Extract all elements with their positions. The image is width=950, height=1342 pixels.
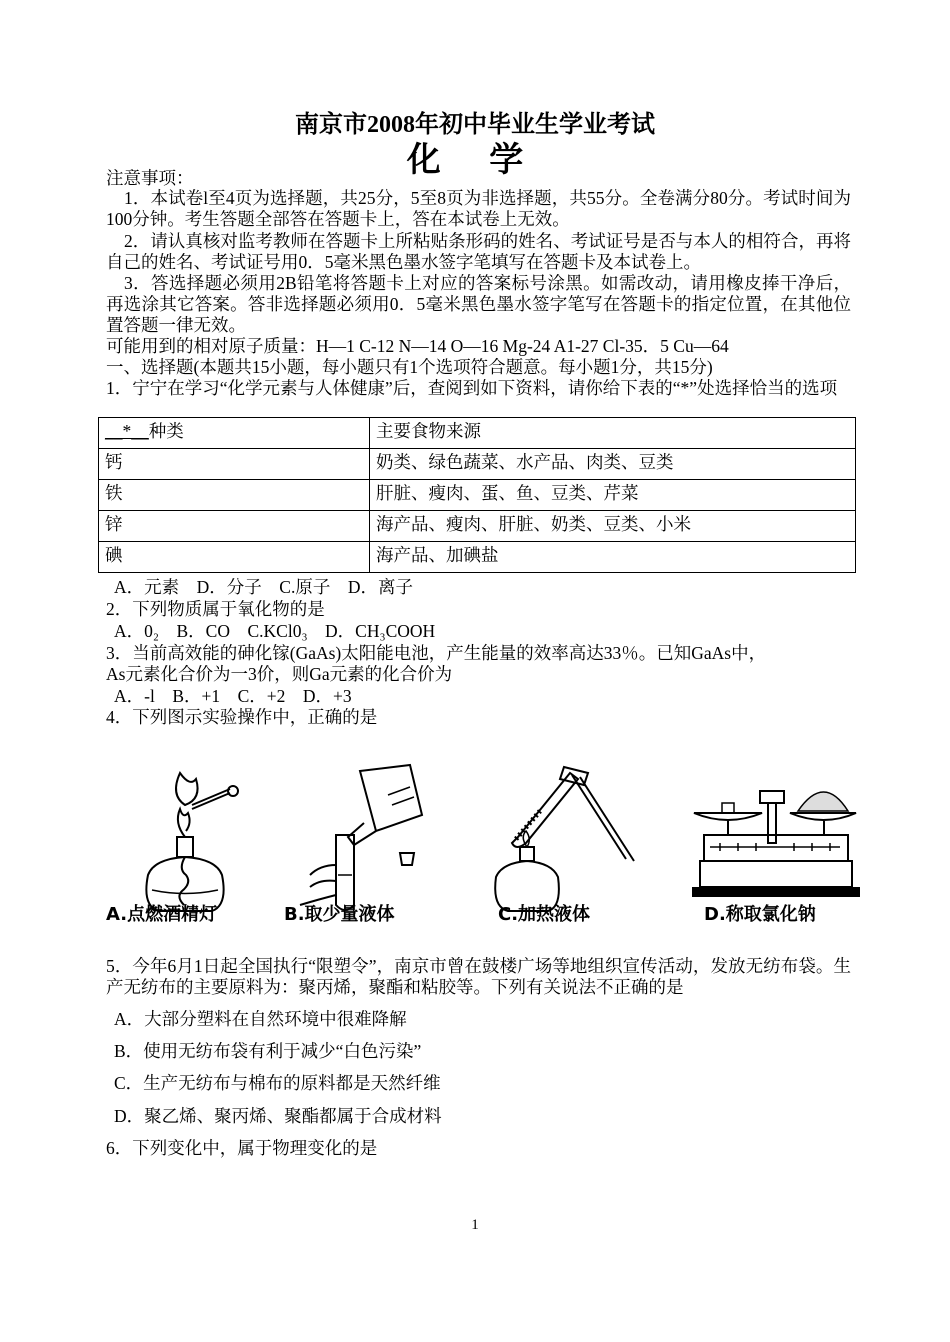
table-cell-kind: 锌	[99, 511, 370, 542]
notice-item-3: 3．答选择题必须用2B铅笔将答题卡上对应的答案标号涂黑。如需改动，请用橡皮捧干净后，再选涂其它答案。答非选择题必须用0．5毫米黑色墨水签字笔写在答题卡的指定位置，在其他位置答题一律无效。	[106, 273, 851, 335]
figure-c-caption: C.加热液体	[498, 904, 591, 925]
table-header-kind	[99, 418, 370, 449]
table-row	[99, 542, 856, 573]
table-cell-source: 奶类、绿色蔬菜、水产品、肉类、豆类	[370, 449, 856, 480]
table-cell-source: 海产品、加碘盐	[370, 542, 856, 573]
table-cell-kind: 钙	[99, 449, 370, 480]
question-5-option-a: A．大部分塑料在自然环境中很难降解	[114, 1009, 407, 1029]
question-5-option-d: D．聚乙烯、聚丙烯、聚酯都属于合成材料	[114, 1106, 442, 1126]
question-5-option-b: B．使用无纺布袋有利于减少“白色污染”	[114, 1041, 422, 1061]
atomic-masses: 可能用到的相对原子质量：H—1 C-12 N—14 O—16 Mg-24 A1-27 Cl-35．5 Cu—64	[106, 336, 729, 356]
question-3-options: A．-l B．+1 C．+2 D．+3	[114, 686, 352, 706]
notice-item-1: 1．本试卷l至4页为选择题，共25分，5至8页为非选择题，共55分。全卷满分80分。考试时间为100分钟。考生答题全部答在答题卡上，答在本试卷上无效。	[106, 188, 851, 229]
question-5-stem: 5．今年6月1日起全国执行“限塑令”，南京市曾在鼓楼广场等地组织宣传活动，发放无纺布袋。生产无纺布的主要原料为：聚丙烯，聚酯和粘胶等。下列有关说法不正确的是	[106, 956, 851, 997]
figure-d-caption: D.称取氯化钠	[704, 904, 816, 925]
header-kind-label: 种类	[148, 421, 184, 441]
question-4-stem: 4．下列图示实验操作中，正确的是	[106, 707, 378, 727]
question-3-stem-line1: 3．当前高效能的砷化镓(GaAs)太阳能电池，产生能量的效率高达33％。已知GaAs中，	[106, 643, 767, 663]
exam-title: 南京市2008年初中毕业生学业考试	[295, 112, 655, 138]
table-cell-kind: 铁	[99, 480, 370, 511]
section-heading: 一、选择题(本题共15小题，每小题只有1个选项符合题意。每小题1分，共15分)	[106, 357, 713, 377]
table-cell-kind: 碘	[99, 542, 370, 573]
figure-b-caption: B.取少量液体	[284, 904, 395, 925]
table-header-row	[99, 418, 856, 449]
table-row	[99, 511, 856, 542]
question-2-options: A．0₂ B．CO C.KCl0₃ D．CH₃COOH	[114, 621, 436, 641]
table-row	[99, 480, 856, 511]
blank-marker: __*__	[105, 421, 149, 441]
table-header-source: 主要食物来源	[370, 418, 856, 449]
question-5-option-c: C．生产无纺布与棉布的原料都是天然纤维	[114, 1073, 441, 1093]
subject-title: 化 学	[406, 142, 544, 179]
page-number: 1	[471, 1217, 479, 1233]
table-cell-source: 肝脏、瘦肉、蛋、鱼、豆类、芹菜	[370, 480, 856, 511]
notice-heading: 注意事项：	[106, 168, 194, 188]
question-1-stem: 1．宁宁在学习“化学元素与人体健康”后，查阅到如下资料，请你给下表的“*”处选择恰当的选项	[106, 378, 838, 398]
question-6-stem: 6．下列变化中，属于物理变化的是	[106, 1138, 378, 1158]
question-2-stem: 2．下列物质属于氧化物的是	[106, 599, 325, 619]
question-1-options: A．元素 D．分子 C.原子 D．离子	[114, 577, 413, 597]
question-3-stem-line2: As元素化合价为一3价，则Ga元素的化合价为	[106, 664, 453, 684]
figure-a-caption: A.点燃酒精灯	[106, 904, 218, 925]
notice-item-2: 2．请认真核对监考教师在答题卡上所粘贴条形码的姓名、考试证号是否与本人的相符合，再将自己的姓名、考试证号用0．5毫米黑色墨水签字笔填写在答题卡及本试卷上。	[106, 231, 851, 272]
table-cell-source: 海产品、瘦肉、肝脏、奶类、豆类、小米	[370, 511, 856, 542]
table-row	[99, 449, 856, 480]
element-food-table	[98, 417, 856, 573]
